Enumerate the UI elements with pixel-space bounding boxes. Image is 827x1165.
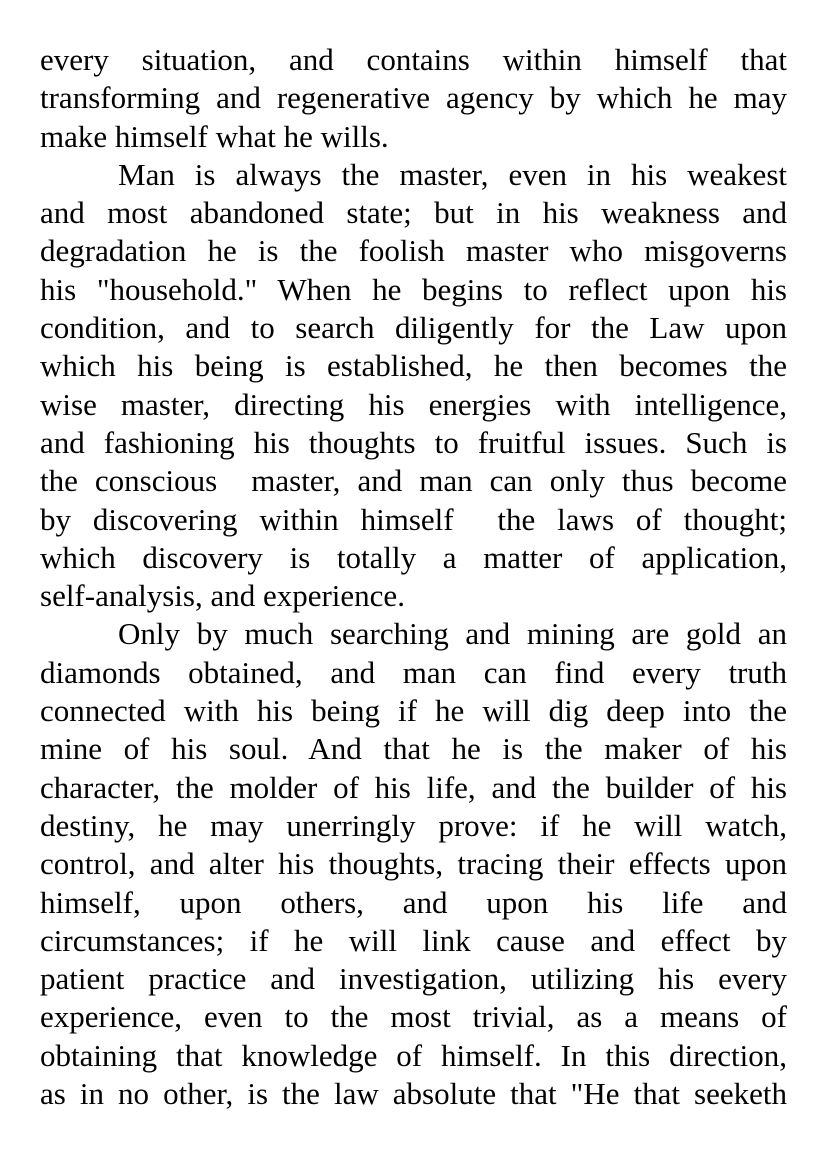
text-line: diamonds obtained, and man can find every truth: [40, 654, 787, 690]
document-page: [40, 41, 787, 1113]
text-line: as in no other, is the law absolute that "He that seeketh: [40, 1076, 787, 1112]
text-line: mine of his soul. And that he is the maker of his: [40, 731, 787, 767]
text-line: character, the molder of his life, and the builder of his: [40, 769, 787, 805]
text-line: connected with his being if he will dig deep into the: [40, 693, 787, 729]
text-line: which discovery is totally a matter of application,: [40, 539, 787, 575]
text-line: Man is always the master, even in his weakest: [118, 156, 787, 192]
text-line: obtaining that knowledge of himself. In this direction,: [40, 1037, 787, 1073]
text-line: every situation, and contains within himself that: [40, 42, 787, 77]
text-line: destiny, he may unerringly prove: if he will watch,: [40, 807, 787, 843]
text-line: degradation he is the foolish master who misgoverns: [40, 233, 787, 269]
text-line: experience, even to the most trivial, as a means of: [40, 999, 787, 1035]
text-line: control, and alter his thoughts, tracing their effects upon: [40, 846, 787, 882]
text-line: his "household." When he begins to reflect upon his: [40, 271, 787, 307]
paragraph-3: [40, 615, 787, 1113]
text-line: patient practice and investigation, utilizing his every: [40, 961, 787, 997]
text-line: himself, upon others, and upon his life and: [40, 884, 787, 920]
text-line: which his being is established, he then becomes the: [40, 348, 787, 384]
text-line: by discovering within himself the laws of thought;: [40, 501, 787, 537]
text-line: the conscious master, and man can only thus become: [40, 463, 787, 499]
text-line: condition, and to search diligently for the Law upon: [40, 310, 787, 346]
text-line: and most abandoned state; but in his weakness and: [40, 195, 787, 231]
text-line: and fashioning his thoughts to fruitful issues. Such is: [40, 424, 787, 460]
text-line: self-analysis, and experience.: [40, 578, 405, 614]
text-line: wise master, directing his energies with intelligence,: [40, 386, 787, 422]
paragraph-2: [40, 156, 787, 616]
text-line: circumstances; if he will link cause and effect by: [40, 922, 787, 958]
text-line: make himself what he wills.: [40, 118, 389, 154]
text-line: transforming and regenerative agency by which he may: [40, 80, 787, 116]
paragraph-1: [40, 41, 787, 156]
text-line: Only by much searching and mining are gold an: [118, 616, 787, 652]
